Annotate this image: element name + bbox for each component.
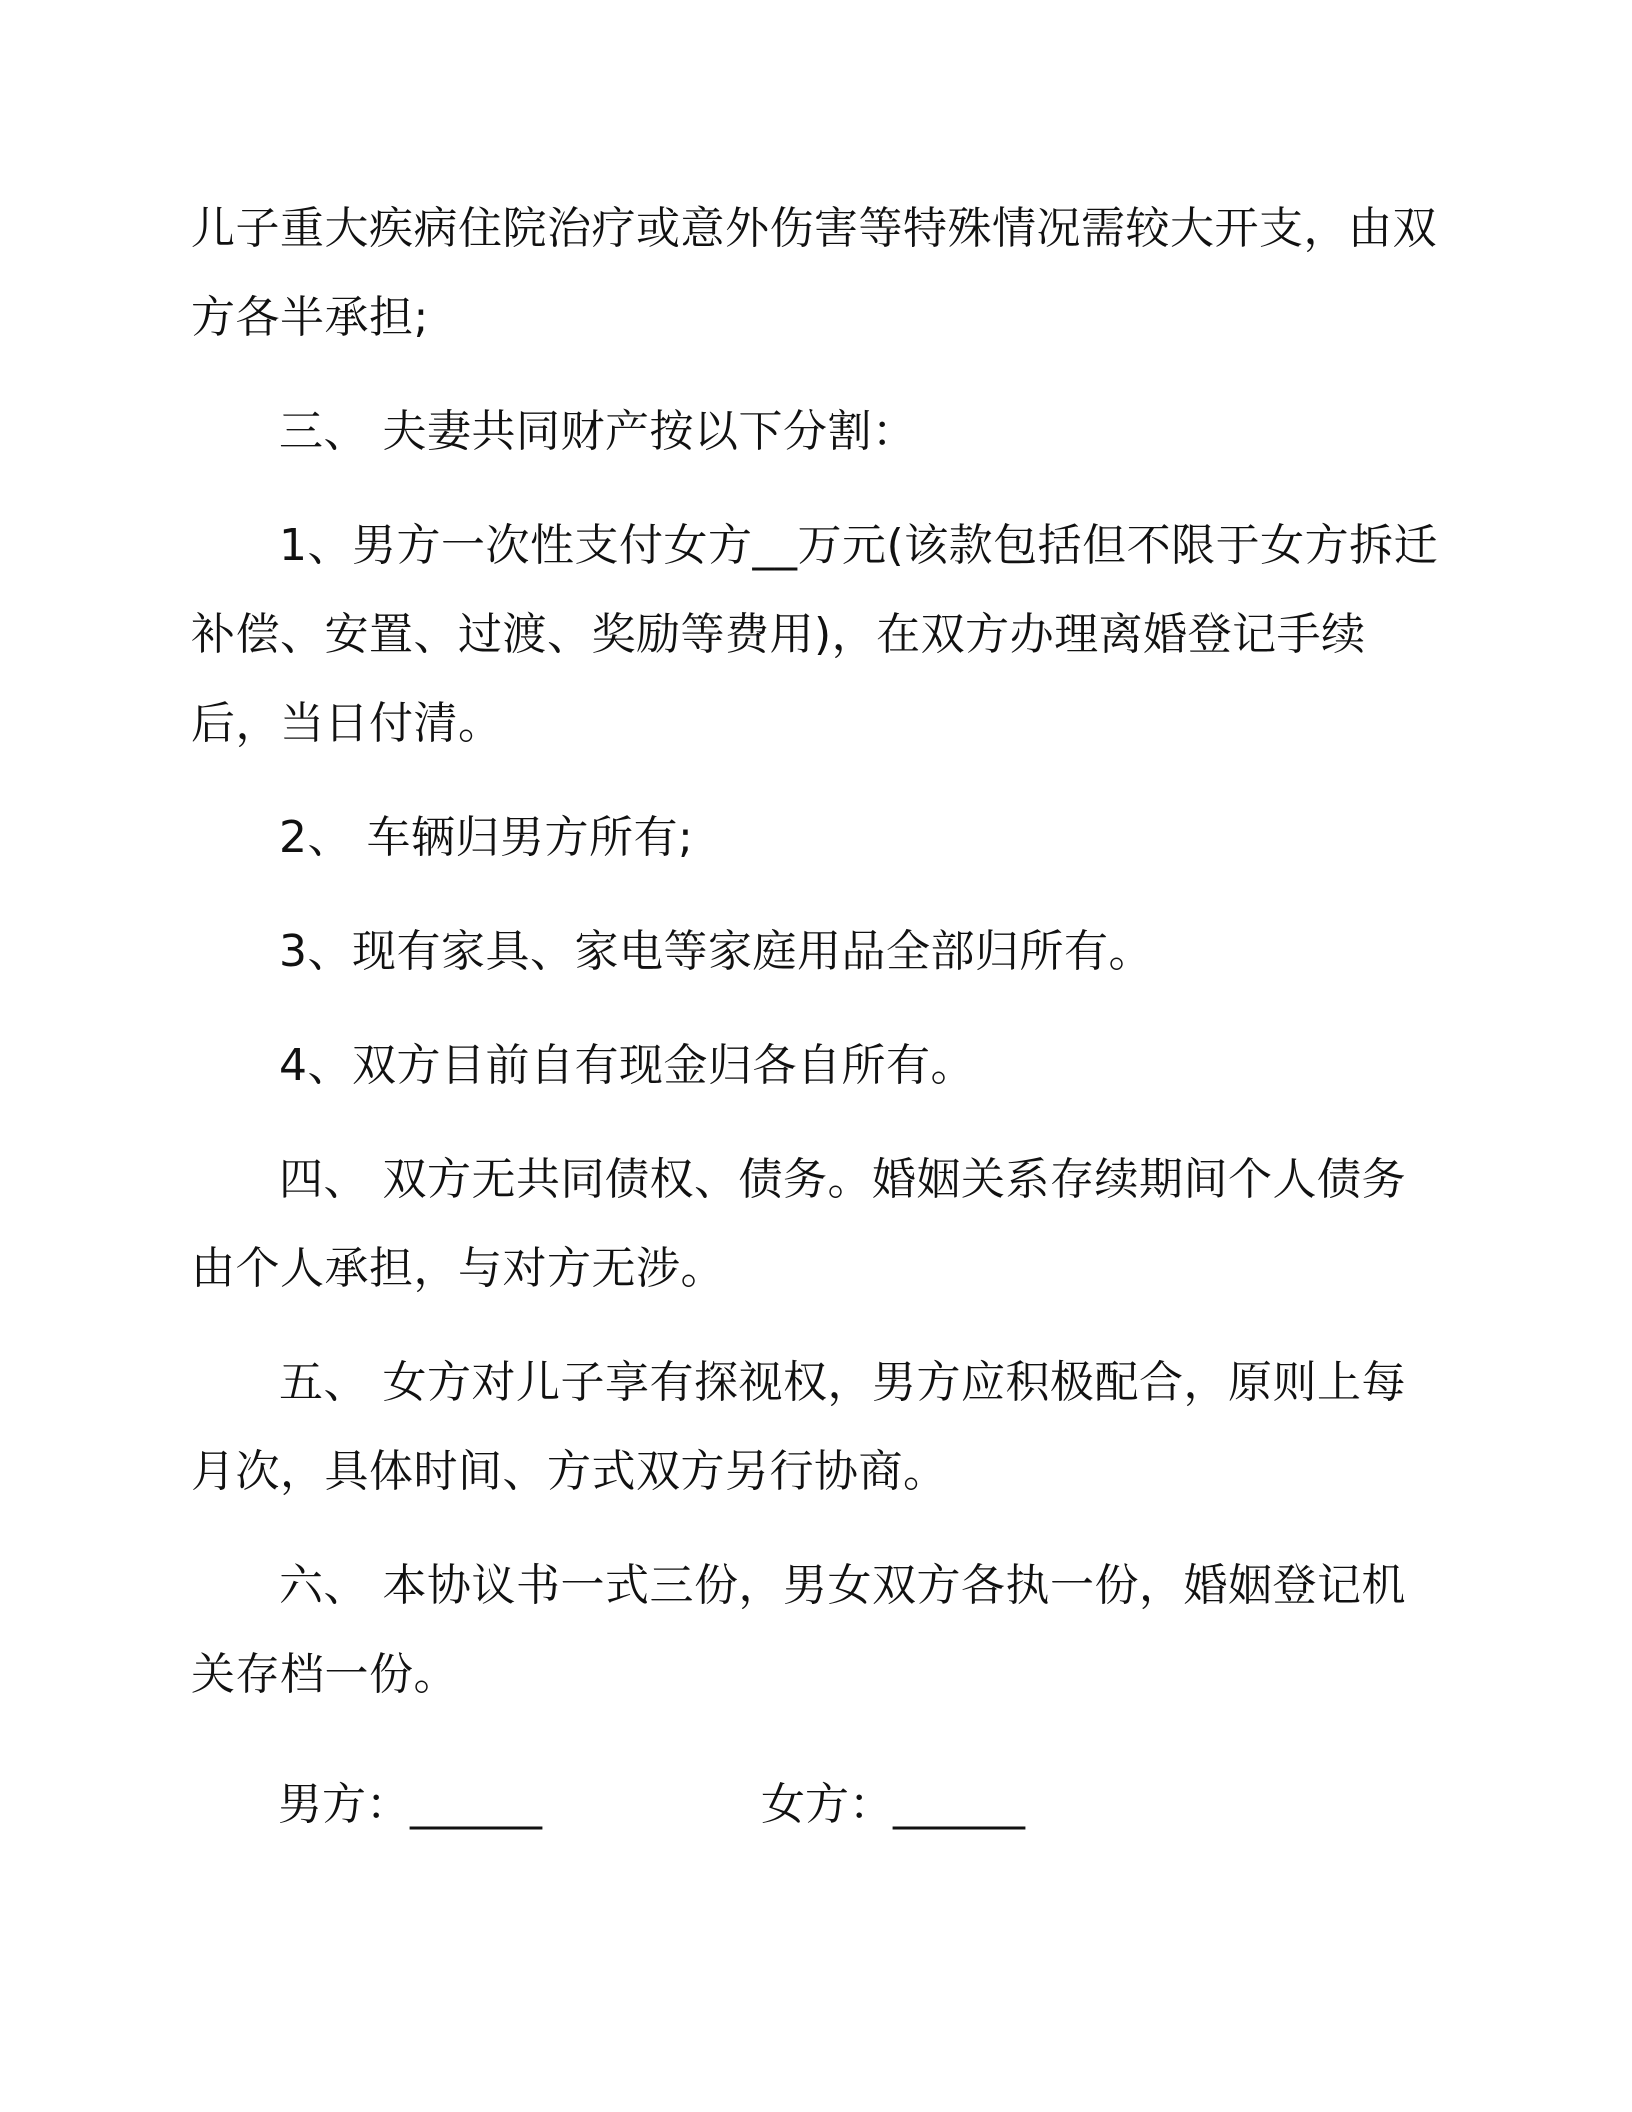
male-signature-line: 男方：______	[278, 1779, 542, 1830]
female-signature-line: 女方：______	[761, 1779, 1025, 1830]
signature-row	[0, 1760, 1632, 1850]
paragraph-section-six: 六、 本协议书一式三份，男女双方各执一份，婚姻登记机关存档一份。	[191, 1560, 1406, 1700]
paragraph-item-1: 1、男方一次性支付女方__万元(该款包括但不限于女方拆迁补偿、安置、过渡、奖励等费用)，在双方办理离婚登记手续后，当日付清。	[191, 520, 1439, 749]
paragraph-section-four: 四、 双方无共同债权、债务。婚姻关系存续期间个人债务由个人承担，与对方无涉。	[191, 1154, 1406, 1294]
paragraph-item-3: 3、现有家具、家电等家庭用品全部归所有。	[279, 926, 1153, 977]
paragraph-section-five: 五、 女方对儿子享有探视权，男方应积极配合，原则上每月次，具体时间、方式双方另行协商。	[191, 1357, 1406, 1497]
paragraph-item-2: 2、 车辆归男方所有;	[279, 812, 694, 863]
paragraph-item-4: 4、双方目前自有现金归各自所有。	[279, 1040, 975, 1091]
paragraph-continuation: 儿子重大疾病住院治疗或意外伤害等特殊情况需较大开支，由双方各半承担;	[191, 203, 1437, 343]
agreement-body	[191, 184, 1441, 1744]
paragraph-section-three: 三、 夫妻共同财产按以下分割：	[279, 406, 917, 457]
